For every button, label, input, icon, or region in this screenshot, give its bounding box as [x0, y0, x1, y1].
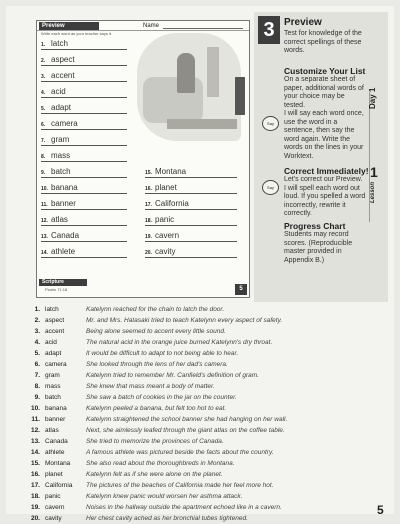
- word-line: [41, 83, 127, 98]
- item-word: California: [45, 482, 73, 489]
- lesson-number: 1: [370, 164, 378, 180]
- word-number: 7.: [41, 138, 46, 144]
- name-line: [163, 28, 243, 29]
- list-item: [28, 469, 368, 480]
- word-line: [41, 147, 127, 162]
- section-body: On a separate sheet of paper, additional words of your choice may be tested.: [284, 76, 364, 109]
- worktext-preview-page: [36, 20, 250, 298]
- item-number: 6.: [34, 361, 40, 368]
- word-line: [41, 195, 127, 210]
- teacher-instruction-panel: [254, 12, 388, 302]
- panel-intro: Test for knowledge of the correct spellings of these words.: [284, 30, 362, 54]
- item-sentence: She saw a batch of cookies in the jar on the counter.: [86, 394, 237, 401]
- word-line: [41, 99, 127, 114]
- item-sentence: She also read about the thoroughbreds in Montana.: [86, 460, 235, 467]
- list-item: [28, 513, 368, 524]
- item-word: latch: [45, 306, 59, 313]
- item-number: 10.: [30, 405, 40, 412]
- item-sentence: Katelynn knew panic would worsen her asthma attack.: [86, 493, 243, 500]
- item-sentence: Katelynn peeled a banana, but felt too hot to eat.: [86, 405, 227, 412]
- word-text: gram: [51, 135, 70, 144]
- word-text: atlas: [51, 215, 68, 224]
- list-item: [28, 359, 368, 370]
- item-number: 1.: [34, 306, 40, 313]
- item-word: adapt: [45, 350, 62, 357]
- word-number: 13.: [41, 234, 48, 240]
- word-number: 9.: [41, 170, 46, 176]
- word-number: 3.: [41, 74, 46, 80]
- day-label: Day 1: [368, 87, 377, 109]
- item-word: banana: [45, 405, 67, 412]
- step-number-badge: 3: [258, 16, 280, 44]
- list-item: [28, 315, 368, 326]
- item-number: 20.: [30, 515, 40, 522]
- item-sentence: Next, she aimlessly leafed through the giant atlas on the coffee table.: [86, 427, 285, 434]
- list-item: [28, 414, 368, 425]
- item-number: 12.: [30, 427, 40, 434]
- item-sentence: The natural acid in the orange juice burned Katelynn's dry throat.: [86, 339, 273, 346]
- item-word: planet: [45, 471, 63, 478]
- word-text: athlete: [51, 247, 76, 256]
- word-number: 19.: [145, 234, 152, 240]
- item-sentence: Katelynn tried to remember Mr. Canfield's definition of gram.: [86, 372, 259, 379]
- word-number: 6.: [41, 122, 46, 128]
- name-label: Name: [143, 23, 160, 29]
- item-number: 5.: [34, 350, 40, 357]
- word-line: [41, 243, 127, 258]
- word-text: aspect: [51, 55, 75, 64]
- section-body: I will say each word once, use the word in a sentence, then say the word again. Write the words on the lines in your Worktext.: [284, 110, 364, 160]
- word-text: mass: [51, 151, 71, 160]
- word-line: [145, 163, 237, 178]
- item-number: 17.: [30, 482, 40, 489]
- textbook-page: [6, 6, 394, 522]
- word-line: [145, 211, 237, 226]
- item-number: 11.: [31, 416, 40, 423]
- word-number: 5.: [41, 106, 46, 112]
- item-word: atlas: [45, 427, 59, 434]
- word-text: adapt: [51, 103, 72, 112]
- item-sentence: She knew that mass meant a body of matter.: [86, 383, 215, 390]
- item-word: Canada: [45, 438, 68, 445]
- list-item: [28, 348, 368, 359]
- word-text: banner: [51, 199, 76, 208]
- word-text: latch: [51, 39, 68, 48]
- item-word: Montana: [45, 460, 71, 467]
- item-word: banner: [45, 416, 66, 423]
- word-number: 12.: [41, 218, 48, 224]
- worktext-instructions: Write each word as your teacher says it.: [41, 31, 113, 36]
- say-speech-icon: Say: [262, 116, 279, 131]
- item-word: batch: [45, 394, 61, 401]
- lesson-label: Lesson: [370, 182, 376, 204]
- item-number: 15.: [30, 460, 40, 467]
- item-sentence: Mr. and Mrs. Hatasaki tried to teach Katelynn every aspect of safety.: [86, 317, 283, 324]
- item-sentence: Katelynn felt as if she were alone on the planet.: [86, 471, 223, 478]
- word-text: cavern: [155, 231, 180, 240]
- photo-figure: [177, 53, 195, 93]
- word-text: California: [155, 199, 189, 208]
- worktext-preview-tab: Preview: [39, 22, 99, 30]
- section-heading: Correct Immediately!: [284, 166, 369, 176]
- item-word: acid: [45, 339, 57, 346]
- item-sentence: The pictures of the beaches of California made her feel more hot.: [86, 482, 274, 489]
- word-line: [145, 195, 237, 210]
- list-item: [28, 480, 368, 491]
- word-number: 10.: [41, 186, 48, 192]
- item-number: 8.: [34, 383, 40, 390]
- item-word: panic: [45, 493, 61, 500]
- item-number: 3.: [34, 328, 40, 335]
- word-line: [41, 163, 127, 178]
- item-sentence: It would be difficult to adapt to not being able to hear.: [86, 350, 239, 357]
- word-line: [41, 67, 127, 82]
- word-line: [145, 243, 237, 258]
- word-line: [41, 179, 127, 194]
- word-number: 18.: [145, 218, 152, 224]
- list-item: [28, 425, 368, 436]
- word-text: cavity: [155, 247, 176, 256]
- list-item: [28, 392, 368, 403]
- item-word: gram: [45, 372, 60, 379]
- word-text: planet: [155, 183, 177, 192]
- word-line: [41, 115, 127, 130]
- photo-lamp: [207, 47, 219, 97]
- item-sentence: Being alone seemed to accent every little sound.: [86, 328, 226, 335]
- item-number: 18.: [30, 493, 40, 500]
- item-number: 4.: [34, 339, 40, 346]
- worktext-page-number: 5: [235, 284, 247, 295]
- word-number: 1.: [41, 42, 46, 48]
- say-speech-icon: Say: [262, 180, 279, 195]
- item-number: 14.: [30, 449, 40, 456]
- item-number: 13.: [30, 438, 40, 445]
- word-text: camera: [51, 119, 78, 128]
- item-sentence: A famous athlete was pictured beside the facts about the country.: [86, 449, 274, 456]
- list-item: [28, 502, 368, 513]
- word-number: 11.: [41, 202, 48, 208]
- word-line: [41, 35, 127, 50]
- word-number: 14.: [41, 250, 48, 256]
- item-sentence: Noises in the hallway outside the apartment echoed like in a cavern.: [86, 504, 282, 511]
- word-text: acid: [51, 87, 66, 96]
- word-text: Canada: [51, 231, 80, 240]
- item-word: mass: [45, 383, 61, 390]
- word-line: [41, 131, 127, 146]
- panel-title: Preview: [284, 17, 322, 28]
- word-number: 8.: [41, 154, 46, 160]
- illustration-photo: [137, 33, 241, 141]
- word-text: batch: [51, 167, 71, 176]
- word-text: banana: [51, 183, 78, 192]
- list-item: [28, 458, 368, 469]
- item-word: accent: [45, 328, 65, 335]
- word-line: [41, 51, 127, 66]
- scripture-reference: Psalm 71:18: [45, 287, 68, 292]
- section-body: Students may record scores. (Reproducible master provided in Appendix B.): [284, 231, 353, 264]
- lesson-day-tab: [368, 78, 386, 218]
- word-line: [145, 179, 237, 194]
- worktext-side-tag: [235, 77, 245, 115]
- item-sentence: She tried to memorize the provinces of Canada.: [86, 438, 224, 445]
- list-item: [28, 370, 368, 381]
- word-line: [145, 227, 237, 242]
- item-word: athlete: [45, 449, 65, 456]
- item-number: 2.: [34, 317, 40, 324]
- word-number: 4.: [41, 90, 46, 96]
- section-heading: Progress Chart: [284, 221, 346, 231]
- item-word: cavern: [45, 504, 65, 511]
- word-line: [41, 227, 127, 242]
- word-text: accent: [51, 71, 75, 80]
- list-item: [28, 403, 368, 414]
- item-number: 9.: [34, 394, 40, 401]
- word-number: 15.: [145, 170, 152, 176]
- item-sentence: She looked through the lens of her dad's camera.: [86, 361, 228, 368]
- section-heading: Customize Your List: [284, 66, 366, 76]
- list-item: [28, 436, 368, 447]
- item-word: aspect: [45, 317, 65, 324]
- word-number: 20.: [145, 250, 152, 256]
- list-item: [28, 304, 368, 315]
- item-word: camera: [45, 361, 67, 368]
- section-body: Let's correct our Preview. I will spell each word out loud. If you spelled a word incorrectly, rewrite it correctly.: [284, 176, 366, 217]
- worktext-header: [37, 21, 249, 31]
- word-number: 17.: [145, 202, 152, 208]
- word-text: panic: [155, 215, 175, 224]
- scripture-label: Scripture: [39, 279, 87, 286]
- page-number: 5: [377, 503, 384, 517]
- list-item: [28, 337, 368, 348]
- word-number: 2.: [41, 58, 46, 64]
- word-line: [41, 211, 127, 226]
- item-number: 16.: [30, 471, 40, 478]
- item-sentence: Katelynn straightened the school banner she had hanging on her wall.: [86, 416, 288, 423]
- item-sentence: Katelynn reached for the chain to latch the door.: [86, 306, 225, 313]
- item-word: cavity: [45, 515, 62, 522]
- photo-table: [167, 119, 237, 129]
- list-item: [28, 491, 368, 502]
- list-item: [28, 447, 368, 458]
- word-number: 16.: [145, 186, 152, 192]
- item-number: 19.: [30, 504, 40, 511]
- item-sentence: Her chest cavity ached as her bronchial tubes tightened.: [86, 515, 248, 522]
- list-item: [28, 381, 368, 392]
- item-number: 7.: [34, 372, 40, 379]
- word-text: Montana: [155, 167, 187, 176]
- list-item: [28, 326, 368, 337]
